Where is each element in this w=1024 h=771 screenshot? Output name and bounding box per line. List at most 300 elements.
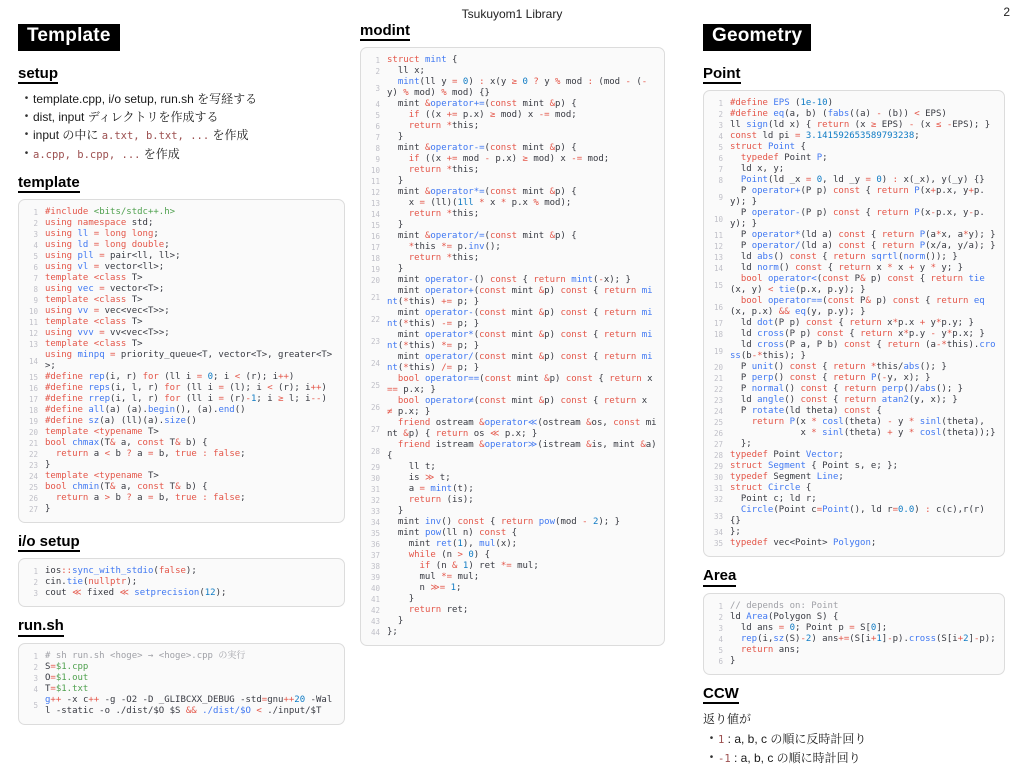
line-number: 10 bbox=[370, 166, 380, 176]
code-token: = bbox=[795, 131, 801, 142]
code-token: y); } bbox=[968, 230, 996, 241]
code-token: *= bbox=[441, 242, 453, 253]
code-token: P bbox=[730, 406, 752, 417]
code-token: inv bbox=[468, 242, 485, 253]
code-line bbox=[22, 229, 337, 240]
code-token bbox=[45, 449, 56, 459]
code-token: ret; bbox=[441, 605, 469, 616]
code-token: ); } bbox=[598, 517, 621, 528]
code-token: struct bbox=[730, 483, 768, 494]
code-text bbox=[730, 439, 997, 450]
code-token: ( bbox=[822, 296, 828, 307]
code-token: ; Point p bbox=[795, 622, 850, 633]
code-token: pair<ll, ll>; bbox=[110, 251, 181, 261]
code-line bbox=[22, 394, 337, 405]
code-token: p) bbox=[544, 308, 561, 319]
code-text bbox=[45, 449, 337, 460]
line-number: 21 bbox=[28, 439, 38, 448]
code-text bbox=[387, 484, 657, 495]
line-number: 25 bbox=[370, 380, 380, 390]
code-token: * bbox=[403, 341, 409, 352]
code-token: p) bbox=[870, 296, 893, 307]
code-token: (T bbox=[99, 438, 111, 448]
code-token: sz bbox=[773, 633, 785, 644]
code-token bbox=[730, 505, 741, 515]
line-number: 20 bbox=[28, 428, 38, 437]
code-token: template <class bbox=[45, 295, 132, 305]
code-token: false bbox=[213, 493, 241, 503]
code-text bbox=[45, 471, 337, 482]
code-token: #define bbox=[730, 98, 774, 109]
code-token: p) { bbox=[555, 99, 577, 110]
code-token: = bbox=[93, 284, 111, 294]
code-token bbox=[730, 417, 752, 427]
code-line bbox=[707, 120, 997, 131]
code-token: sqrtl bbox=[870, 252, 899, 263]
code-token: & bbox=[860, 274, 866, 285]
code-token: & bbox=[865, 296, 871, 307]
code-token: friend bbox=[397, 418, 431, 429]
code-token: mint bbox=[430, 484, 453, 495]
code-token: ≥ bbox=[522, 154, 528, 165]
code-token: #define bbox=[45, 394, 89, 404]
code-token: Point c; ld r; bbox=[730, 494, 817, 505]
code-token: ld bbox=[730, 329, 758, 340]
code-token: -= bbox=[538, 110, 550, 121]
code-text bbox=[45, 295, 337, 306]
line-number: 9 bbox=[33, 296, 38, 305]
code-token: return bbox=[833, 252, 866, 263]
code-token: ( bbox=[484, 231, 490, 242]
code-token: Vector bbox=[805, 450, 839, 461]
code-line bbox=[364, 374, 657, 396]
code-line bbox=[364, 121, 657, 132]
code-token: ( bbox=[876, 373, 882, 384]
list-item-text bbox=[718, 730, 866, 749]
code-token: const bbox=[457, 517, 485, 528]
code-line bbox=[364, 495, 657, 506]
code-token: ≪ bbox=[489, 429, 500, 440]
code-token: (ld _x bbox=[767, 175, 806, 186]
code-line bbox=[22, 405, 337, 416]
code-line bbox=[22, 427, 337, 438]
code-text bbox=[45, 405, 337, 416]
code-line bbox=[707, 505, 997, 527]
code-line bbox=[364, 132, 657, 143]
code-token: return bbox=[881, 241, 915, 252]
code-token: p.x) bbox=[457, 110, 490, 121]
code-token: ( bbox=[397, 341, 404, 352]
code-token: 1 bbox=[876, 633, 882, 644]
code-token: Circle bbox=[767, 483, 801, 494]
code-token: return bbox=[603, 330, 637, 341]
code-token: { bbox=[587, 352, 604, 363]
line-number: 23 bbox=[713, 396, 723, 406]
code-token: ; bbox=[838, 472, 844, 483]
code-line bbox=[22, 306, 337, 317]
code-token: Point bbox=[740, 175, 768, 186]
code-token: operator/= bbox=[430, 231, 485, 242]
code-line bbox=[364, 110, 657, 121]
code-token: Segment bbox=[767, 461, 806, 472]
code-text bbox=[45, 482, 337, 493]
code-token: ret bbox=[435, 539, 453, 550]
code-token: { bbox=[865, 241, 882, 252]
code-line bbox=[364, 440, 663, 462]
line-number: 7 bbox=[718, 165, 723, 175]
code-token: & bbox=[538, 352, 545, 363]
code-line bbox=[364, 187, 657, 198]
code-token: 0 bbox=[816, 175, 823, 186]
code-token: ; bbox=[164, 240, 170, 250]
code-token: for bbox=[142, 372, 165, 382]
code-token: = long double bbox=[88, 240, 165, 250]
code-line bbox=[22, 339, 337, 350]
line-number: 2 bbox=[33, 578, 38, 588]
code-token: this) bbox=[408, 363, 442, 374]
code-token: + bbox=[908, 263, 915, 274]
code-token: & bbox=[403, 429, 409, 440]
line-number: 19 bbox=[370, 265, 380, 275]
code-line bbox=[707, 340, 997, 362]
code-line bbox=[364, 264, 657, 275]
code-text bbox=[387, 220, 657, 231]
code-token: (), ld r bbox=[849, 505, 893, 516]
code-token: }; bbox=[730, 527, 741, 538]
code-text bbox=[387, 374, 657, 396]
code-token: p.y; } bbox=[941, 318, 974, 329]
code-token: }; bbox=[387, 627, 398, 638]
code-token: () bbox=[778, 263, 796, 274]
code-token: *= bbox=[441, 572, 453, 583]
code-token: operator== bbox=[424, 374, 480, 385]
code-line bbox=[364, 517, 657, 528]
code-line bbox=[364, 66, 657, 77]
code-token: using bbox=[45, 328, 78, 338]
code-text bbox=[730, 645, 997, 656]
code-line bbox=[364, 176, 657, 187]
code-token: { bbox=[592, 374, 610, 385]
code-token: $1.txt bbox=[55, 683, 89, 694]
code-token: + bbox=[887, 428, 893, 439]
code-token: ; bbox=[838, 450, 844, 461]
code-token: return bbox=[609, 374, 642, 385]
code-token: ll bbox=[77, 229, 89, 239]
code-token: const bbox=[827, 296, 855, 307]
code-token: Circle bbox=[740, 505, 774, 516]
code-token: return bbox=[881, 230, 915, 241]
code-token: is bbox=[387, 473, 425, 484]
code-token: (i, r) bbox=[104, 372, 143, 382]
code-token: 1 bbox=[250, 394, 257, 404]
code-token: /= bbox=[441, 363, 453, 374]
code-token: a.txt, b.txt, ... bbox=[101, 130, 210, 143]
code-token: (y, p.y); } bbox=[805, 307, 866, 318]
code-token: - bbox=[598, 275, 604, 286]
code-token: p) bbox=[865, 274, 888, 285]
code-text bbox=[387, 550, 657, 561]
code-text bbox=[387, 176, 657, 187]
code-token: S bbox=[45, 661, 51, 672]
code-token: const bbox=[560, 286, 588, 297]
code-line bbox=[22, 273, 337, 284]
code-line bbox=[364, 594, 657, 605]
code-token: mod bbox=[457, 154, 485, 165]
code-token: #define bbox=[45, 416, 89, 426]
code-token: - bbox=[484, 154, 490, 165]
code-token: (x, y) bbox=[730, 285, 768, 296]
code-line bbox=[364, 352, 657, 374]
code-token: (P p) bbox=[773, 318, 806, 329]
code-token: #define bbox=[730, 109, 774, 120]
code-token: { bbox=[832, 318, 850, 329]
code-line bbox=[707, 373, 997, 384]
code-token: = bbox=[93, 328, 111, 338]
code-text bbox=[387, 231, 657, 242]
code-text bbox=[730, 417, 997, 428]
code-token: (a, b) ( bbox=[784, 109, 828, 120]
code-token: { bbox=[795, 142, 806, 153]
line-number: 26 bbox=[370, 402, 380, 412]
code-token: && bbox=[778, 307, 790, 318]
code-token: + bbox=[919, 318, 926, 329]
code-line bbox=[707, 623, 997, 634]
code-token: const bbox=[730, 131, 758, 142]
line-number: 9 bbox=[718, 192, 723, 202]
code-token: mint bbox=[387, 308, 425, 319]
code-token: ( bbox=[397, 319, 404, 330]
code-token: (T bbox=[99, 482, 111, 492]
code-text bbox=[387, 308, 657, 330]
code-token: (); } bbox=[935, 384, 964, 395]
code-text bbox=[45, 684, 337, 695]
code-token bbox=[387, 396, 398, 406]
code-token: Segment bbox=[767, 472, 817, 483]
code-line bbox=[364, 330, 657, 352]
code-token: (theta));} bbox=[941, 428, 996, 439]
line-number: 22 bbox=[713, 385, 723, 395]
code-token: = bbox=[218, 383, 224, 393]
code-token: this) bbox=[408, 341, 442, 352]
code-line bbox=[364, 253, 657, 264]
code-token: mint bbox=[506, 352, 539, 363]
code-token: os bbox=[468, 429, 490, 440]
code-token: a.cpp, b.cpp, ... bbox=[33, 149, 141, 161]
code-text bbox=[730, 538, 997, 549]
code-token: T bbox=[45, 683, 51, 694]
code-token: #define bbox=[45, 405, 89, 415]
code-token: (r) bbox=[223, 394, 246, 404]
code-line bbox=[707, 329, 997, 340]
code-text bbox=[730, 131, 997, 142]
code-token: : bbox=[892, 175, 899, 186]
setup-bullet-list bbox=[20, 90, 345, 164]
code-token: : bbox=[587, 77, 593, 88]
code-line bbox=[22, 588, 337, 599]
code-token: mint bbox=[387, 517, 425, 528]
code-token: b) { bbox=[180, 482, 208, 492]
code-token: = bbox=[88, 262, 105, 272]
line-number: 14 bbox=[28, 356, 38, 366]
code-token: pow bbox=[424, 528, 442, 539]
code-token: ) bbox=[321, 394, 327, 404]
code-token: * bbox=[935, 230, 942, 241]
code-line bbox=[364, 231, 657, 242]
heading-template-code: template bbox=[18, 174, 80, 193]
code-token: const bbox=[832, 208, 861, 219]
code-text bbox=[45, 394, 337, 405]
line-number: 2 bbox=[718, 110, 723, 120]
code-token: Polygon bbox=[832, 538, 871, 549]
code-token: ≪ bbox=[72, 588, 82, 599]
code-token: return bbox=[833, 373, 866, 384]
code-token: - bbox=[800, 633, 806, 644]
code-token: const bbox=[479, 308, 507, 319]
code-token: x(_x), y(_y) {} bbox=[898, 175, 985, 186]
code-token: p.x; } bbox=[397, 385, 436, 396]
code-token: operator* bbox=[751, 230, 801, 241]
code-token: } bbox=[387, 176, 404, 187]
code-token: ( bbox=[82, 577, 89, 588]
code-token: P bbox=[730, 241, 752, 252]
code-token: ( bbox=[452, 539, 458, 550]
code-line bbox=[364, 165, 657, 176]
code-token: operator≪ bbox=[484, 418, 538, 429]
code-token: cosl bbox=[919, 428, 942, 439]
code-token: mint bbox=[387, 528, 425, 539]
code-text bbox=[730, 450, 997, 461]
code-token: * bbox=[403, 319, 409, 330]
code-text bbox=[730, 505, 997, 527]
code-token: ld bbox=[730, 318, 758, 329]
code-token: template <class bbox=[45, 273, 132, 283]
line-number: 11 bbox=[28, 318, 38, 327]
code-token: & bbox=[424, 99, 431, 110]
line-number: 3 bbox=[375, 83, 380, 93]
code-line bbox=[707, 538, 997, 549]
code-token: - bbox=[887, 417, 893, 428]
code-token: const bbox=[484, 374, 512, 385]
code-token: P bbox=[730, 208, 752, 219]
code-token: = bbox=[104, 350, 121, 360]
code-token: T> bbox=[147, 427, 159, 437]
code-token: (x bbox=[919, 186, 931, 197]
code-token: ()); } bbox=[925, 252, 958, 263]
code-token: ll bbox=[730, 120, 747, 131]
code-token: ld pi bbox=[757, 131, 796, 142]
code-line bbox=[364, 77, 657, 99]
code-token: const bbox=[887, 274, 915, 285]
code-token: reps bbox=[88, 383, 111, 393]
code-token bbox=[387, 374, 398, 384]
code-token: (b bbox=[740, 351, 752, 362]
code-token: = bbox=[88, 306, 105, 316]
code-token: const bbox=[892, 296, 920, 307]
code-text bbox=[387, 55, 657, 66]
code-token: ; bbox=[153, 229, 159, 239]
code-token: eq bbox=[773, 109, 785, 120]
code-text bbox=[730, 373, 997, 384]
code-token: a, bbox=[115, 482, 138, 492]
code-text bbox=[45, 651, 337, 662]
code-text bbox=[45, 695, 337, 717]
line-number: 35 bbox=[713, 539, 723, 549]
code-token: (ll y bbox=[419, 77, 453, 88]
code-token: && bbox=[185, 705, 197, 716]
code-token: p.x bbox=[898, 318, 920, 329]
code-token: ( bbox=[789, 98, 801, 109]
code-token: (P p) bbox=[800, 186, 833, 197]
code-token: (), (a). bbox=[175, 405, 219, 415]
code-token: { bbox=[870, 340, 888, 351]
code-line bbox=[707, 656, 997, 667]
code-token: 1 bbox=[462, 561, 469, 572]
code-token: ++ bbox=[283, 694, 295, 705]
code-token: rep bbox=[88, 372, 105, 382]
code-token: perp bbox=[751, 373, 774, 384]
code-text bbox=[387, 154, 657, 165]
code-token: const bbox=[489, 231, 518, 242]
line-number: 1 bbox=[718, 99, 723, 109]
code-text bbox=[730, 472, 997, 483]
code-text bbox=[45, 588, 337, 599]
code-token: EPS) bbox=[876, 120, 909, 131]
code-token: += bbox=[441, 297, 453, 308]
code-token: ( bbox=[898, 252, 904, 263]
code-token: < bbox=[256, 705, 262, 716]
code-token: ./input/$T bbox=[261, 705, 322, 716]
code-token: (ld x) { bbox=[767, 120, 817, 131]
code-token: mint bbox=[387, 418, 657, 440]
line-number: 16 bbox=[370, 232, 380, 242]
line-number: 3 bbox=[33, 230, 38, 239]
code-token: unit bbox=[751, 362, 774, 373]
code-token: sz bbox=[88, 416, 100, 426]
code-token: & bbox=[538, 396, 545, 407]
code-token: * bbox=[408, 242, 415, 253]
code-token: t; bbox=[434, 473, 451, 484]
code-token: * bbox=[930, 263, 936, 274]
code-line bbox=[22, 471, 337, 482]
code-token: const bbox=[789, 373, 817, 384]
code-line bbox=[364, 275, 657, 286]
code-text bbox=[730, 340, 997, 362]
code-line bbox=[707, 645, 997, 656]
code-token: & bbox=[640, 440, 646, 451]
code-token: fixed bbox=[81, 588, 120, 599]
code-text bbox=[730, 153, 997, 164]
code-line bbox=[707, 153, 997, 164]
code-token: return bbox=[408, 605, 442, 616]
code-token: b bbox=[110, 449, 127, 459]
line-number: 15 bbox=[713, 280, 723, 290]
code-text bbox=[387, 627, 657, 638]
line-number: 12 bbox=[28, 329, 38, 338]
list-item-text bbox=[718, 749, 861, 768]
code-line bbox=[22, 684, 337, 695]
code-token: () bbox=[441, 517, 458, 528]
code-line bbox=[364, 396, 657, 418]
code-text bbox=[387, 99, 657, 110]
code-token: : bbox=[202, 493, 208, 503]
line-number: 24 bbox=[713, 407, 723, 417]
code-token: < bbox=[267, 383, 273, 393]
code-token: chmin bbox=[72, 482, 100, 492]
code-token: (n bbox=[430, 561, 453, 572]
line-number: 5 bbox=[718, 645, 723, 655]
code-token: (theta) bbox=[843, 428, 888, 439]
code-token: & bbox=[549, 143, 555, 154]
